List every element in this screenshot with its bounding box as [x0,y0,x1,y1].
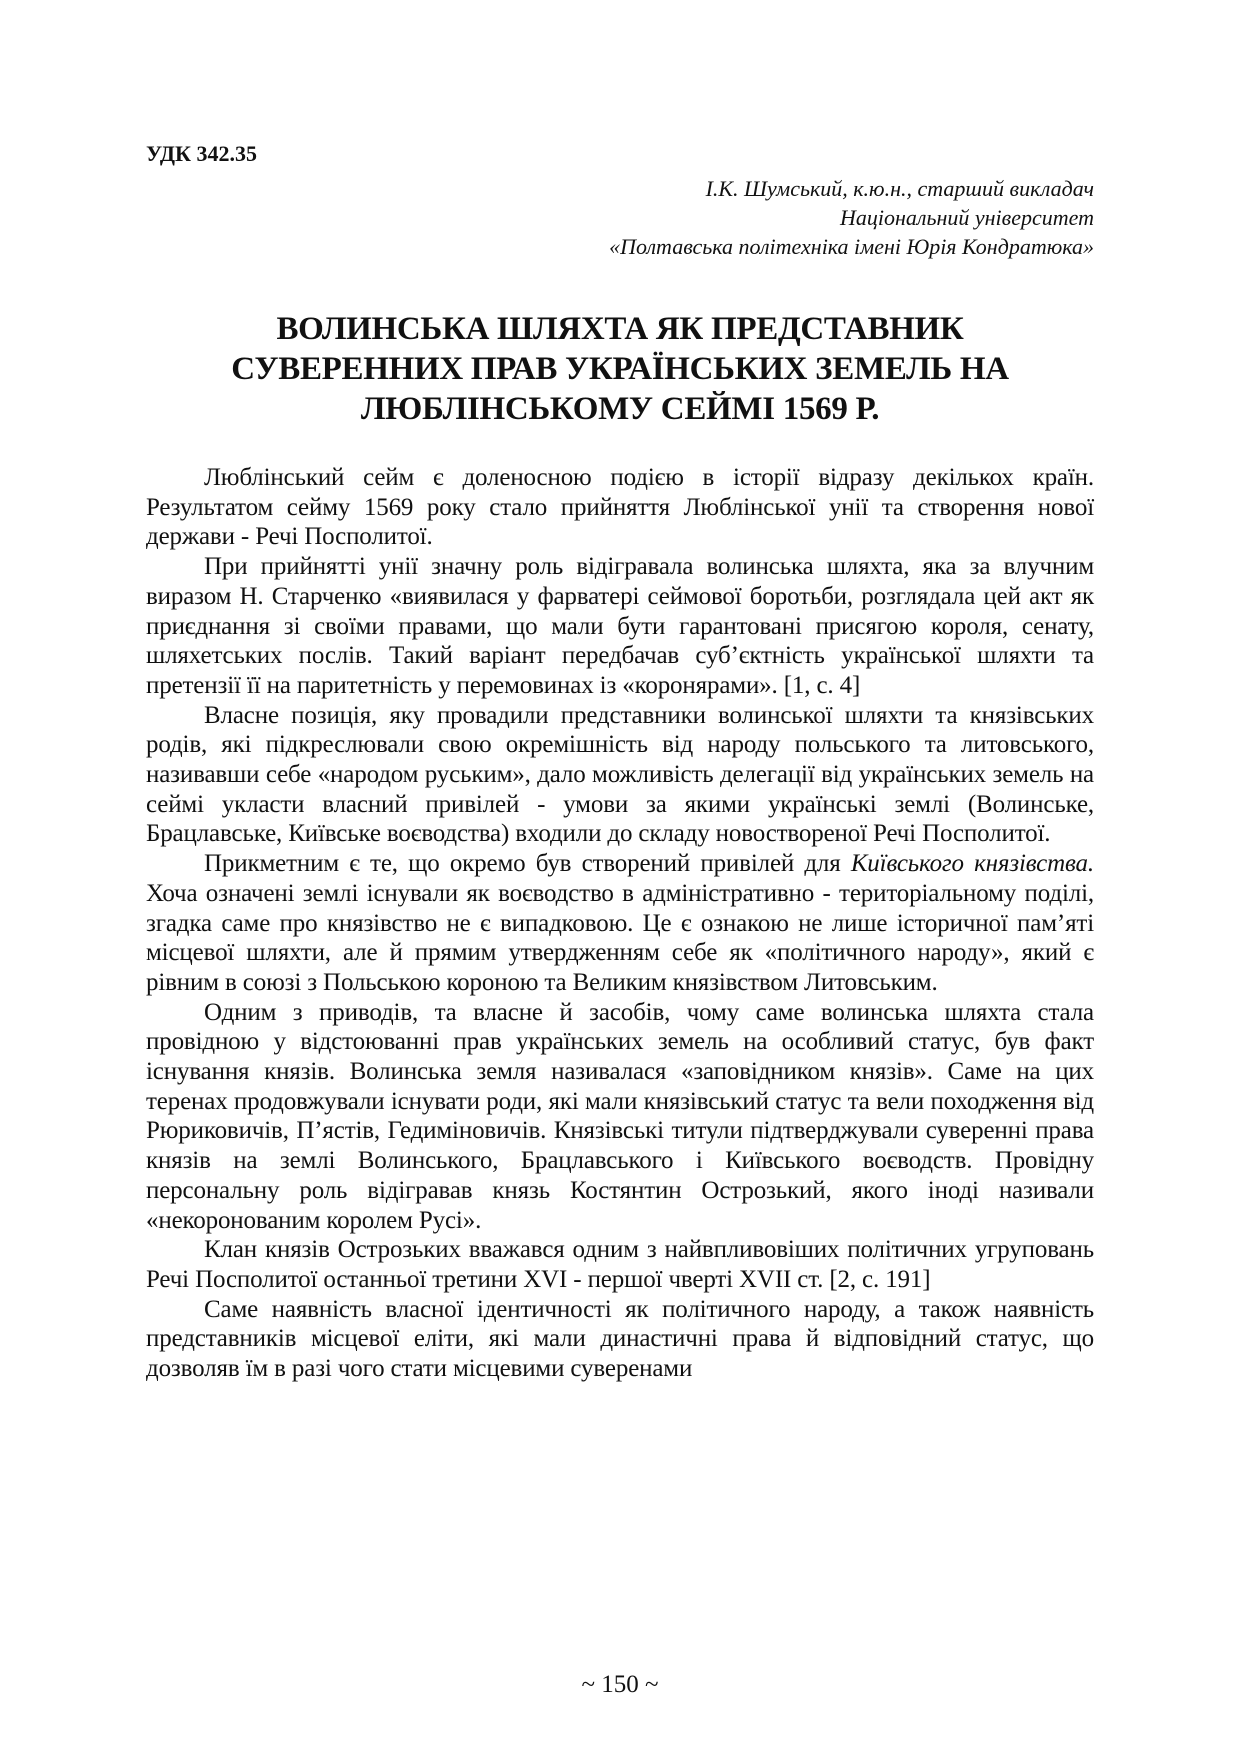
article-body [146,463,1094,1384]
paragraph-7: Саме наявність власної ідентичності як політичного народу, а також наявність представників місцевої еліти, які мали династичні права й відповідний статус, що дозволяв їм в разі чого стати місцевими суверенами [146,1295,1094,1383]
paragraph-4-start: Прикметним є те, що окремо був створений привілей для [204,850,851,878]
paragraph-4-italic: Київського князівства. [850,850,1094,878]
title-line-3: ЛЮБЛІНСЬКОМУ СЕЙМІ 1569 Р. [360,391,880,427]
author-block [146,174,1094,261]
paragraph-2: При прийнятті унії значну роль відігравала волинська шляхта, яка за влучним виразом Н. Старченко «виявилася у фарватері сеймової боротьби, розглядала цей акт як приєднання зі своїми правами, що мали бути гарантовані присягою короля, сенату, шляхетських послів. Такий варіант передбачав суб’єктність української шляхти та претензії її на паритетність у перемовинах із «коронярами». [1, с. 4] [146,553,1094,699]
udk-code: УДК 342.35 [146,141,258,166]
paragraph-3: Власне позиція, яку провадили представники волинської шляхти та князівських родів, які підкреслювали свою окремішність від народу польського та литовського, називавши себе «народом руським», дало можливість делегації від українських земель на сеймі укласти власний привілей - умови за якими українські землі (Волинське, Брацлавське, Київське воєводства) входили до складу новоствореної Речі Посполитої. [146,701,1094,848]
affiliation-line-1: Національний університет [839,205,1094,230]
paragraph-5: Одним з приводів, та власне й засобів, чому саме волинська шляхта стала провідною у відстоюванні прав українських земель на особливий статус, був факт існування князів. Волинська земля називалася «заповідником князів». Саме на цих теренах продовжували існувати роди, які мали князівський статус та вели походження від Рюриковичів, П’ястів, Гедиміновичів. Князівські титули підтверджували суверенні права князів на землі Волинського, Брацлавського і Київського воєводств. Провідну персональну роль відігравав князь Костянтин Острозький, якого іноді називали «некоронованим королем Русі». [146,998,1094,1234]
affiliation-line-2: «Полтавська політехніка імені Юрія Кондратюка» [609,234,1094,259]
paragraph-6: Клан князів Острозьких вважався одним з найвпливовіших політичних угруповань Речі Посполитої останньої третини XVI - першої чверті XVII ст. [2, с. 191] [146,1236,1094,1293]
paragraph-4-rest: Хоча означені землі існували як воєводство в адміністративно - територіальному поділі, згадка саме про князівство не є випадковою. Це є ознакою не лише історичної пам’яті місцевої шляхти, але й прямим утвердженням себе як «політичного народу», який є рівним в союзі з Польською короною та Великим князівством Литовським. [146,879,1094,996]
paragraph-1: Люблінський сейм є доленосною подією в історії відразу декількох країн. Результатом сейму 1569 року стало прийняття Люблінської унії та створення нової держави - Речі Посполитої. [146,464,1094,551]
title-line-2: СУВЕРЕННИХ ПРАВ УКРАЇНСЬКИХ ЗЕМЕЛЬ НА [231,351,1009,387]
title-line-1: ВОЛИНСЬКА ШЛЯХТА ЯК ПРЕДСТАВНИК [276,311,964,347]
page-content [146,140,1094,1384]
paragraph-4 [146,849,1094,998]
author-line: І.К. Шумський, к.ю.н., старший викладач [705,176,1094,201]
article-title [146,309,1094,429]
page-number: ~ 150 ~ [581,1671,659,1698]
